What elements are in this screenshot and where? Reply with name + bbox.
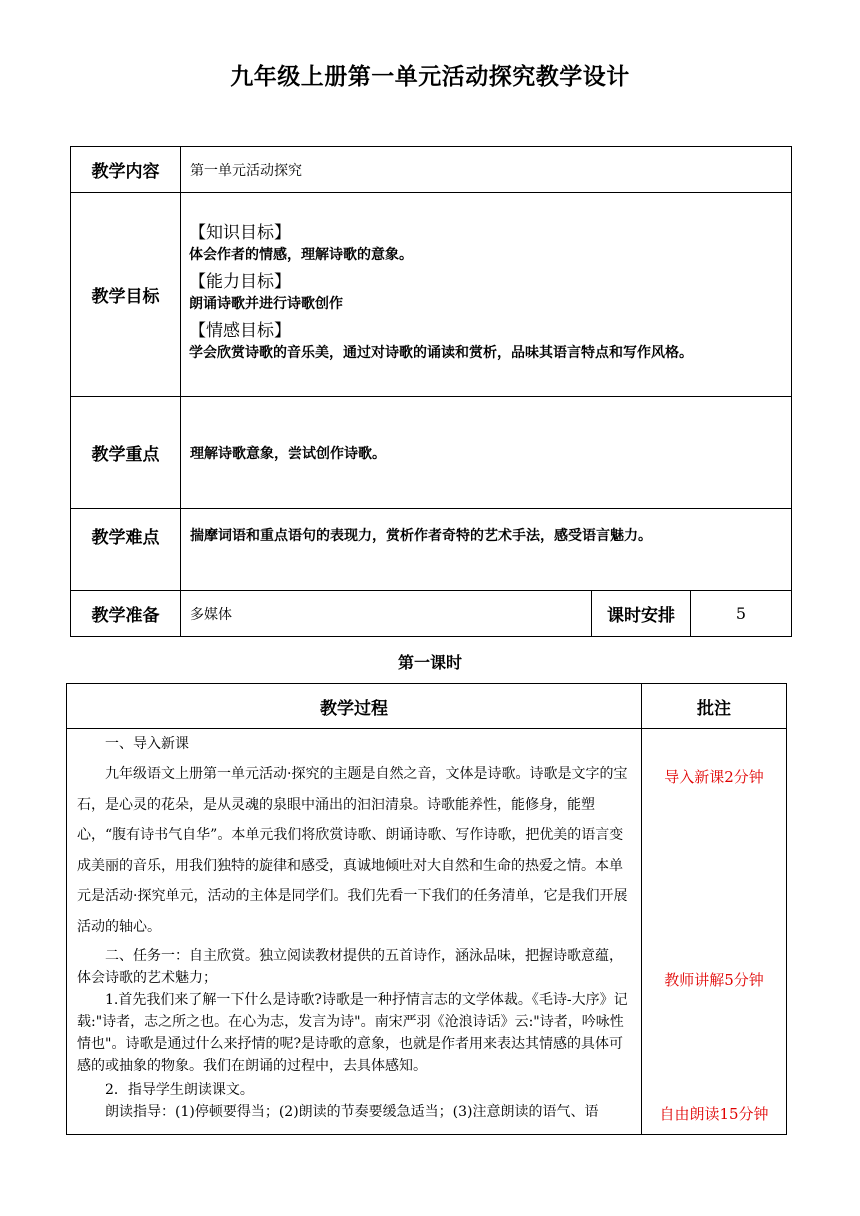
note-intro-time: 导入新课2分钟	[664, 768, 764, 786]
difficulty-value: 揣摩词语和重点语句的表现力，赏析作者奇特的艺术手法，感受语言魅力。	[181, 509, 792, 591]
note-reading-time: 自由朗读15分钟	[659, 1105, 769, 1123]
content-value: 第一单元活动探究	[181, 147, 792, 193]
poetry-paragraph: 1.首先我们来了解一下什么是诗歌?诗歌是一种抒情言志的文学体裁。《毛诗-大序》记载:"诗者，志之所之也。在心为志，发言为诗"。南宋严羽《沧浪诗话》云:"诗者，吟咏性情也"。诗歌是通过什么来抒情的呢?是诗歌的意象，也就是作者用来表达其情感的具体可感的或抽象的物象。我们在朗诵的过程中，去具体感知。	[77, 992, 628, 1074]
note-lecture-time: 教师讲解5分钟	[664, 971, 764, 989]
goal-text: 体会作者的情感，理解诗歌的意象。	[189, 247, 413, 263]
key-value: 理解诗歌意象，尝试创作诗歌。	[181, 397, 792, 509]
intro-paragraph: 九年级语文上册第一单元活动·探究的主题是自然之音，文体是诗歌。诗歌是文字的宝石，是心灵的花朵，是从灵魂的泉眼中涌出的汩汩清泉。诗歌能养性，能修身，能塑心，“腹有诗书气自华”。本单元我们将欣赏诗歌、朗诵诗歌、写作诗歌，把优美的语言变成美丽的音乐，用我们独特的旋律和感受，真诚地倾吐对大自然和生命的热爱之情。本单元是活动·探究单元，活动的主体是同学们。我们先看一下我们的任务清单，它是我们开展活动的轴心。	[77, 766, 628, 935]
page-title: 九年级上册第一单元活动探究教学设计	[230, 64, 630, 90]
prep-value: 多媒体	[181, 591, 592, 637]
section-heading: 一、导入新课	[105, 736, 189, 752]
difficulty-label: 教学难点	[71, 509, 181, 591]
knowledge-goal	[189, 222, 787, 266]
goal-heading: 【能力目标】	[189, 272, 291, 292]
hours-label: 课时安排	[592, 591, 691, 637]
info-table	[70, 146, 792, 637]
content-label: 教学内容	[71, 147, 181, 193]
goals-label: 教学目标	[71, 193, 181, 397]
goals-cell	[181, 193, 792, 397]
reading-guide: 朗读指导：(1)停顿要得当；(2)朗读的节奏要缓急适当；(3)注意朗读的语气、语	[105, 1104, 599, 1120]
process-header: 教学过程	[67, 684, 642, 729]
goal-text: 学会欣赏诗歌的音乐美，通过对诗歌的诵读和赏析，品味其语言特点和写作风格。	[189, 345, 693, 361]
ability-goal	[189, 271, 787, 315]
lesson-title: 第一课时	[397, 653, 462, 672]
key-label: 教学重点	[71, 397, 181, 509]
goal-heading: 【情感目标】	[189, 321, 291, 341]
goal-heading: 【知识目标】	[189, 223, 291, 243]
emotion-goal	[189, 320, 787, 364]
prep-label: 教学准备	[71, 591, 181, 637]
goal-text: 朗诵诗歌并进行诗歌创作	[189, 296, 343, 312]
notes-cell	[642, 729, 787, 1135]
task-paragraph: 二、任务一：自主欣赏。独立阅读教材提供的五首诗作，涵泳品味，把握诗歌意蕴，体会诗歌的艺术魅力；	[77, 948, 623, 986]
reading-step: 2．指导学生朗读课文。	[105, 1082, 254, 1098]
process-body	[67, 729, 642, 1135]
notes-header: 批注	[642, 684, 787, 729]
hours-value: 5	[691, 591, 792, 637]
process-table	[66, 683, 787, 1135]
